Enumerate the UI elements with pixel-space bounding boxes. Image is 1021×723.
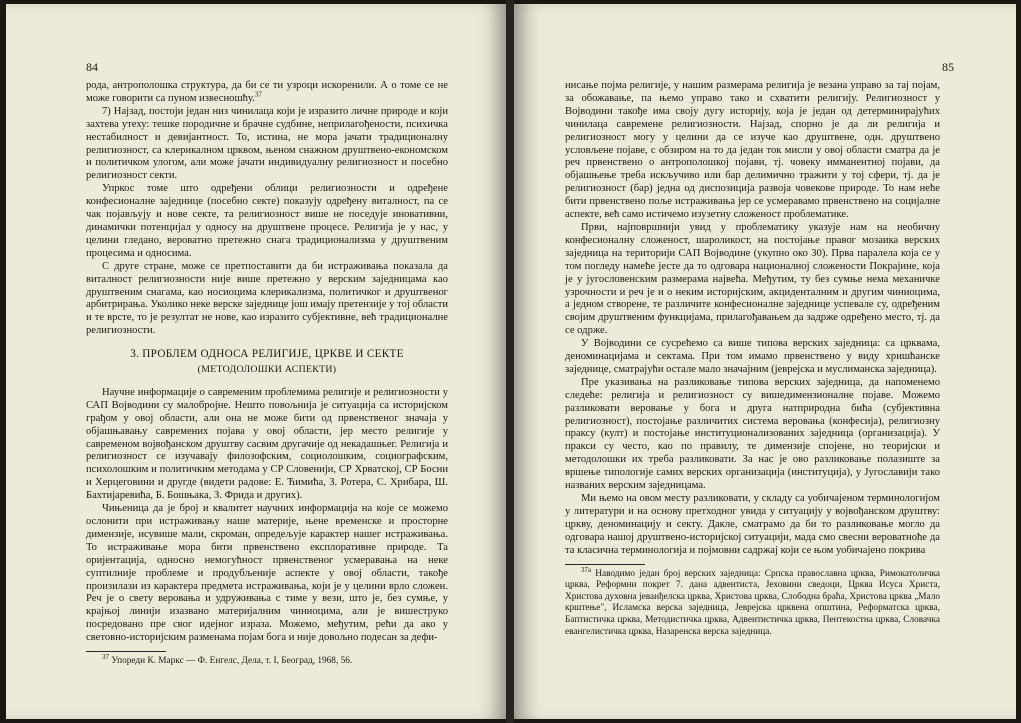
paragraph: рода, антрополошка структура, да би се ти узроци искоренили. А о томе се не може говорити са пуном извесношћу.$^{37}$ (86, 80, 448, 104)
footnote-divider (86, 651, 166, 652)
paragraph: У Војводини се сусрећемо са више типова верских заједница: са црквама, деноминацијама и сектама. При том имамо првенствено у виду хришћанске заједнице, сматрајући остале мало значајним (јеврејска и муслиманска заједница). (565, 338, 940, 375)
paragraph: нисање појма религије, у нашим размерама религија је везана управо за тај појам, за обожавање, па њемо управо тако и схватити религију. Религиозност у Војводини такође има своју дугу историју, која је један од детерминирајућих чинилаца савремене религиозности. Најзад, спорно је да ли религија и религиозност могу у целини да се изучe као друштвене, одн. друштвено условљене појаве, с обзиром на то да један ток мисли у овој области сматра да је реч првенствено о антрополошкој појави, тј. човеку имманентној појави, да објашњење треба искључиво или бар делимично тражити у тој сфери, тј. да је религиозност (бар) једна од диспозиција развоја човекове природе. То нам неће бити првенствено поље истраживања јер се усмеравамо првенствено на социјалне аспекте, већ само истичемо изузетну сложеност проблематике. (565, 80, 940, 221)
footnote: $^{37}$ Упореди К. Маркс — Ф. Енгелс, Дела, т. I, Београд, 1968, 56. (102, 652, 353, 667)
section-heading: 3. ПРОБЛЕМ ОДНОСА РЕЛИГИЈЕ, ЦРКВЕ И СЕКТЕ (130, 348, 404, 361)
section-subheading: (МЕТОДОЛОШКИ АСПЕКТИ) (197, 364, 337, 376)
left-page (6, 4, 506, 719)
footnote: $^{37a}$ Наводимо један број верских заједница: Српска православна црква, Римокатоличка црква, Реформни покрет 7. дана адвентиста, Јеховини сведоци, Црква Исуса Христа, Христова духовна јеванђелска црква, Христова црква, Слободна браћа, Христова црква „Мало крштење", Исламска верска заједница, Јеврејска црквена општина, Реформатска црква, Баптистичка црква, Методистичка црква, Адвентистичка црква, Пентекостна црква, Словачка евангелистичка црква, Назаренска верска заједница. (565, 565, 940, 637)
paragraph: Чињеница да је број и квалитет научних информација на које се можемо ослонити при истраживању наше материје, њене временске и просторне димензије, исувише мали, скроман, опредељује карактер нашег истраживања. То истраживање мора бити првенствено експлоративне природе. Та оријентација, односно немогућност првенственог усмеравања на неке суптилније проблеме и продубљеније аспекте у овој области, такође произилази из карактера предмета истраживања, који је у целини врло сложен. Реч је о свету веровања и удруживања с тиме у вези, што је, без сумње, у крајњој линији изазвано материјалним чиниоцима, али је вишеструко посредовано пре свог идејног израза. Можемо, међутим, рећи да ако у световно-историјским разменама појам бога и није довољно подесан за дефи- (86, 503, 448, 644)
page-number: 84 (86, 60, 98, 74)
footnote-ref: 37 (254, 90, 262, 99)
paragraph: Упркос томе што одређени облици религиозности и одређене конфесионалне заједнице (посебно секте) показују одређену виталност, па се чак појављују и нове секте, та религиозност више не поседује иновативни, динамички потенцијал у односу на друштвене процесе. Религија је у нас, у целини гледано, вероватно претежно снага традиционализма у друштвеним процесима и односима. (86, 183, 448, 259)
left-text-column (86, 80, 448, 668)
paragraph: Ми њемо на овом месту разликовати, у складу са уобичајеном терминологијом у литератури и на основу претходног увида у ситуацију у војвођанском друштву: цркву, деноминацију и секту. Дакле, сматрамо да би то разликовање могло да одговара нашој друштвено-историјској ситуацији, мада смо свесни вероватноће да та класична терминологија и појмовни садржај који се њом уобичајено покрива (565, 493, 940, 556)
paragraph: Научне информације о савременим проблемима религије и религиозности у САП Војводини су малобројне. Нешто повољнија је ситуација са историјском грађом у овој области, али она не може бити од првенственог значаја у објашњавању савремених појава у овој области, јер место религије у савременом војвођанском друштву сасвим другачије од некадашњег. Религија и религиозност се изучавају филозофским, социолошким, социографским, психолошким и политичким методама у СР Словенији, СР Хрватској, СР Босни и Херцеговини и другде (видети радове: Е. Ћимића, З. Ротера, С. Хрибара, Ш. Бахтијаревића, Б. Бошњака, З. Фрида и других). (86, 386, 448, 502)
right-page (514, 4, 1016, 719)
footnote-divider (565, 564, 645, 565)
paragraph: Први, најповршнији увид у проблематику указује нам на необичну конфесионалну сложеност, шароликост, на постојање правог мозаика верских заједница на територији САП Војводине (укупно око 30). Прва паралела која се у том погледу намеће јесте да то одговара национaлној сложености Покрајине, која је у југословенским размерама највећа. Међутим, ту без сумње нема механичке узрочности и реч је и о неким историјским, акциденталним и другим чиниоцима, а једном створене, те различите конфесионалне заједнице успевале су, одређеним својим друштвеним функцијама, прилагођавањем да задрже одређено место, тј. да се одрже. (565, 221, 940, 337)
paragraph: Пре указивања на разликовање типова верских заједница, да напоменемо следеће: религија и религиозност су вишедимензионалне појаве. Можемо разликовати веровање у бога и друга натприродна бића (субјективна религиозност), постојање различитих система веровања (конфесија), религиозну праксу (култ) и постојање институционализованих заједница (организација). У пракси су често, као по правилу, те димензије спојене, но теоријски и методолошки их треба разликовати. За нас је ово разликовање полазиште за вршење типологије самих верских организација (институција), у Југославији тако названих верским заједницама. (565, 376, 940, 492)
right-text-column (565, 80, 940, 638)
page-number: 85 (942, 60, 954, 74)
paragraph: С друге стране, може се претпоставити да би истраживања показала да виталност религиозности није више претежно у верским заједницама као друштвеним снагама, као носиоцима клерикализма, политичког и друштвеног арбитрирања. Уколико неке верске заједнице још имају претензије у тој области и те врсте, то је резултат не нове, као изразито субјективне, већ традиционалне религиозности. (86, 260, 448, 337)
paragraph: 7) Најзад, постоји један низ чинилаца који је изразито личне природе и који захтева утеху: тешке породичне и брачне судбине, неприлагођености, психичка нестабилност и девијантност. То, истина, не мора јачати традиционалну религиозност, са клерикалном црквом, њеном снажном друштвено-економском и политичком улогом, али може јачати индивидуалну религиозност и посебно религиозност секти. (86, 105, 448, 182)
book-gutter (506, 0, 514, 723)
